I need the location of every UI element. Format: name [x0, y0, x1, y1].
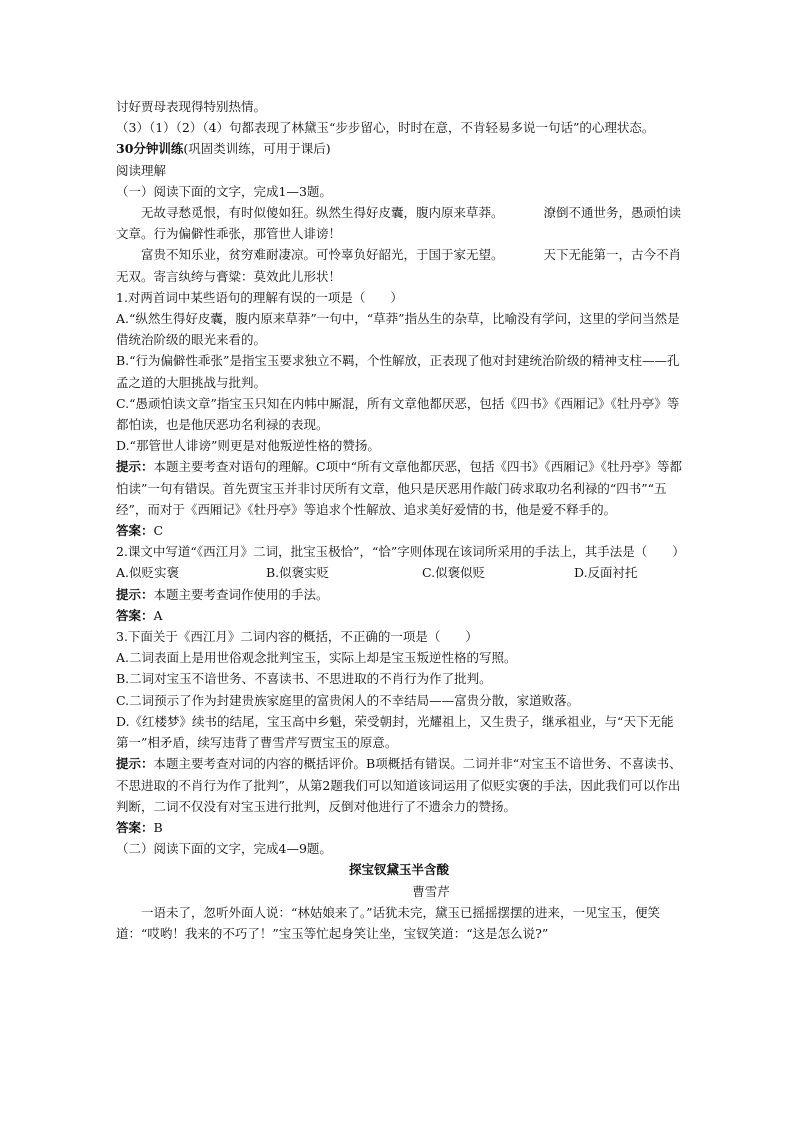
- q3-hint: [116, 753, 682, 817]
- answer-label: 答案：: [116, 819, 154, 835]
- hint-label: 提示：: [116, 459, 154, 475]
- story-author: 曹雪芹: [412, 883, 450, 899]
- section-heading-bold: 30分钟训练: [116, 141, 184, 157]
- section-heading-rest: (巩固类训练，可用于课后): [183, 141, 331, 157]
- question-1: 1.对两首词中某些语句的理解有误的一项是（ ）: [116, 289, 403, 305]
- q3-option-b: B.二词对宝玉不谙世务、不喜读书、不思进取的不肖行为作了批判。: [116, 671, 492, 687]
- question-3: 3.下面关于《西江月》二词内容的概括，不正确的一项是（ ）: [116, 629, 478, 645]
- q1-hint: [116, 456, 682, 520]
- q1-option-b: B.“行为偏僻性乖张”是指宝玉要求独立不羁，个性解放，正表现了他对封建统治阶级的精神支柱——孔孟之道的大胆挑战与批判。: [116, 353, 680, 390]
- hint-text: 本题主要考查词作使用的手法。: [153, 586, 329, 602]
- poem1-second-half: 潦倒不通世务，愚顽怕读文章。行为偏僻性乖张，那管世人诽谤！: [116, 205, 682, 242]
- text-line: 讨好贾母表现得特别热情。: [116, 99, 267, 114]
- poem2: [116, 244, 682, 286]
- q3-option-a: A.二词表面上是用世俗观念批判宝玉，实际上却是宝玉叛逆性格的写照。: [116, 650, 517, 666]
- hint-label: 提示：: [116, 586, 154, 602]
- poem1: [116, 202, 682, 244]
- reading-heading: 阅读理解: [116, 162, 167, 178]
- q3-answer: [116, 817, 682, 838]
- document-page: [116, 96, 685, 944]
- q2-option-c: C.似褒似贬: [422, 565, 486, 581]
- answer-value: C: [153, 523, 164, 539]
- q1-answer: [116, 520, 682, 541]
- section-heading: [116, 138, 682, 159]
- q2-option-a: A.似贬实褒: [116, 565, 180, 581]
- answer-label: 答案：: [116, 523, 154, 539]
- q2-option-b: B.似褒实贬: [266, 565, 330, 581]
- answer-value: B: [153, 819, 163, 835]
- part1-intro: （一）阅读下面的文字，完成1—3题。: [116, 183, 332, 199]
- hint-text: 本题主要考查对语句的理解。C项中“所有文章他都厌恶，包括《四书》《西厢记》《牡丹亭》等都怕读”一句有错误。首先贾宝玉并非讨厌所有文章，他只是厌恶用作敲门砖求取功名利禄的“四书”“五经”，而对于《西厢记》《牡丹亭》等追求个性解放、追求美好爱情的书，他是爱不释手的。: [116, 459, 682, 517]
- poem2-first-half: 富贵不知乐业，贫穷难耐凄凉。可怜辜负好韶光，于国于家无望。: [141, 247, 504, 263]
- q2-hint: [116, 584, 682, 605]
- q2-answer: [116, 605, 682, 626]
- question-2: 2.课文中写道“《西江月》二词，批宝玉极恰”，“恰”字则体现在该词所采用的手法上，其手法是（ ）: [116, 544, 685, 560]
- answer-value: A: [153, 607, 163, 623]
- story-paragraph: 一语未了，忽听外面人说：“林姑娘来了。”话犹未完，黛玉已摇摇摆摆的进来，一见宝玉，便笑道：“哎哟！我来的不巧了！”宝玉等忙起身笑让坐，宝钗笑道：“这是怎么说?”: [116, 904, 661, 941]
- answer-label: 答案：: [116, 607, 154, 623]
- text-line: （3）（1）（2）（4）句都表现了林黛玉“步步留心，时时在意，不肯轻易多说一句话”的心理状态。: [116, 120, 655, 136]
- q2-option-d: D.反面衬托: [574, 565, 638, 581]
- q1-option-d: D.“那管世人诽谤”则更是对他叛逆性格的赞扬。: [116, 438, 380, 454]
- hint-label: 提示：: [116, 756, 154, 772]
- part2-intro: （二）阅读下面的文字，完成4—9题。: [116, 841, 332, 857]
- poem1-first-half: 无故寻愁觅恨，有时似傻如狂。纵然生得好皮囊，腹内原来草莽。: [141, 205, 504, 221]
- poem2-second-half: 天下无能第一，古今不肖无双。寄言纨绔与膏粱：莫效此儿形状！: [116, 247, 682, 284]
- q1-option-a: A.“纵然生得好皮囊，腹内原来草莽”一句中，“草莽”指丛生的杂草，比喻没有学问，这里的学问当然是借统治阶级的眼光来看的。: [116, 311, 680, 348]
- story-title: 探宝钗黛玉半含酸: [348, 862, 449, 878]
- q2-options: [116, 562, 682, 583]
- q1-option-c: C.“愚顽怕读文章”指宝玉只知在内帏中厮混，所有文章他都厌恶，包括《四书》《西厢记》《牡丹亭》等都怕读，也是他厌恶功名利禄的表现。: [116, 395, 680, 433]
- q3-option-c: C.二词预示了作为封建贵族家庭里的富贵闲人的不幸结局——富贵分散，家道败落。: [116, 692, 580, 708]
- q3-option-d: D.《红楼梦》续书的结尾，宝玉高中乡魁，荣受朝封，光耀祖上，又生贵子，继承祖业，与“天下无能第一”相矛盾，续写违背了曹雪芹写贾宝玉的原意。: [116, 713, 674, 751]
- hint-text: 本题主要考查对词的内容的概括评价。B项概括有错误。二词并非“对宝玉不谙世务、不喜读书、不思进取的不肖行为作了批判”，从第2题我们可以知道该词运用了似贬实褒的手法，因此我们可以作出判断，二词不仅没有对宝玉进行批判，反倒对他进行了不遗余力的赞扬。: [116, 756, 682, 814]
